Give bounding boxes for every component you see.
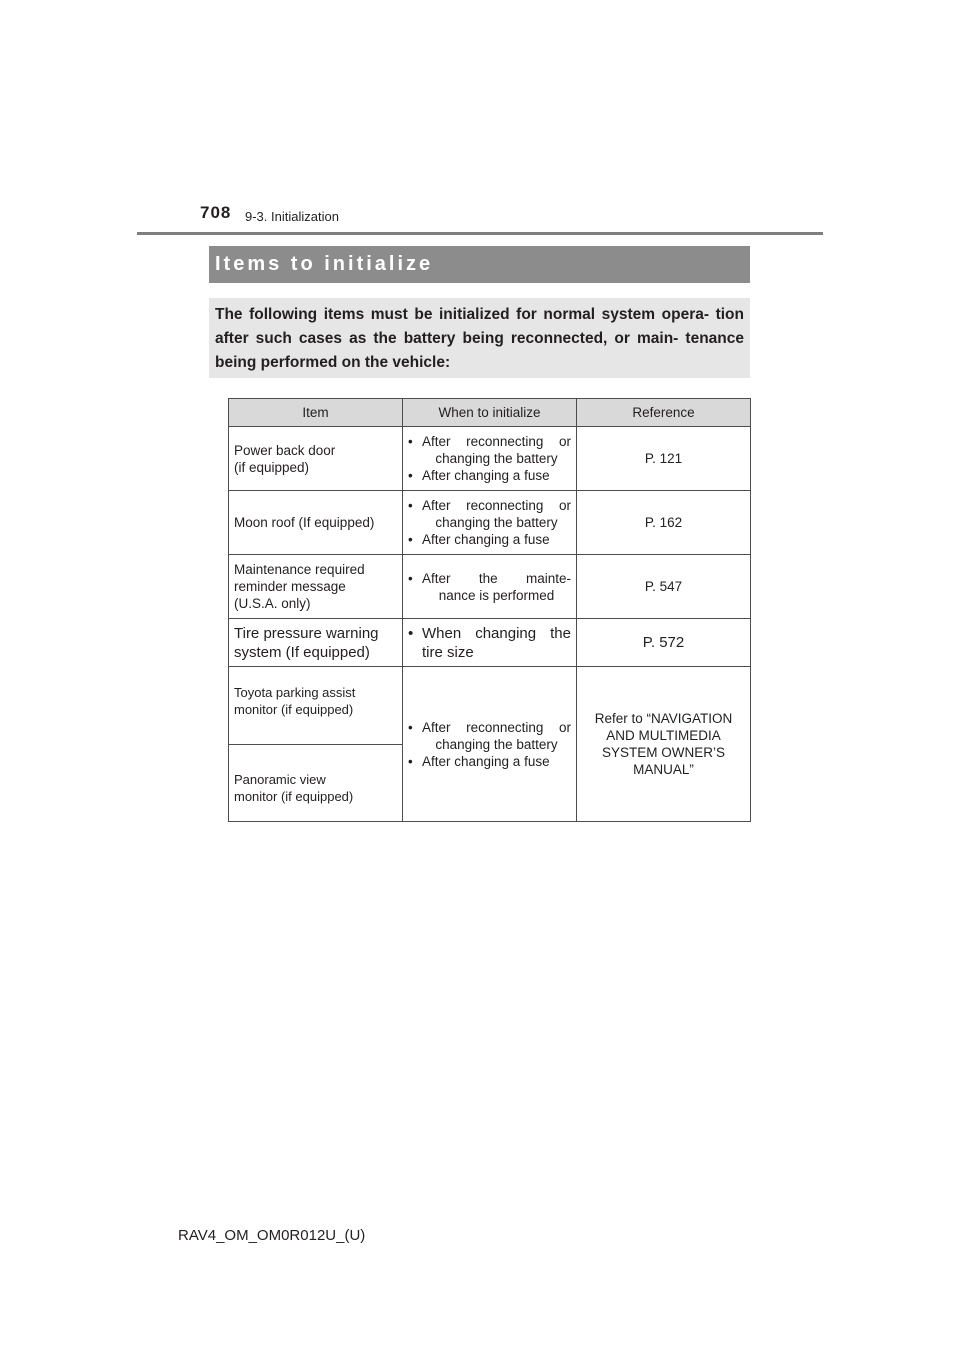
bullet-item: • After reconnecting or changing the battery — [408, 719, 571, 753]
reference-cell: P. 121 — [577, 427, 751, 491]
intro-line: The following items must be initialized for normal system opera- — [215, 306, 710, 323]
item-line: Moon roof (If equipped) — [234, 515, 375, 530]
item-line: Tire pressure warning — [234, 624, 379, 642]
when-cell — [403, 491, 577, 555]
reference-cell: P. 547 — [577, 555, 751, 619]
item-cell — [229, 667, 403, 745]
table-row — [229, 427, 751, 491]
intro-box — [209, 298, 750, 378]
when-cell — [403, 619, 577, 667]
table-row — [229, 555, 751, 619]
initialization-table — [228, 398, 751, 822]
item-line: Maintenance required — [234, 562, 365, 577]
header-reference: Reference — [577, 399, 751, 427]
section-title: Items to initialize — [215, 253, 434, 275]
bullet-item: • After changing a fuse — [408, 531, 571, 548]
intro-text — [215, 303, 744, 375]
item-line: Toyota parking assist — [234, 684, 356, 700]
when-cell — [403, 667, 577, 822]
reference-line: MANUAL” — [633, 762, 694, 777]
reference-line: SYSTEM OWNER’S — [601, 745, 725, 760]
reference-line: Refer to “NAVIGATION — [594, 711, 733, 726]
bullet-item: • After the mainte- nance is performed — [408, 570, 571, 604]
table-row — [229, 491, 751, 555]
bullet-item: • After changing a fuse — [408, 753, 571, 770]
section-title-bar — [209, 246, 750, 283]
item-cell — [229, 555, 403, 619]
item-line: Power back door — [234, 442, 336, 458]
item-line: (U.S.A. only) — [234, 596, 311, 611]
reference-line: AND MULTIMEDIA — [606, 728, 721, 743]
bullet-item: • After changing a fuse — [408, 467, 571, 484]
when-cell — [403, 427, 577, 491]
item-cell — [229, 491, 403, 555]
intro-line: tion after such cases as the battery being reconnected, or main- — [215, 306, 744, 347]
bullet-item: • After reconnecting or changing the battery — [408, 433, 571, 467]
page-number: 708 — [200, 203, 232, 222]
table-row — [229, 619, 751, 667]
item-cell — [229, 619, 403, 667]
intro-line: tenance being performed on the vehicle: — [215, 330, 744, 371]
item-cell — [229, 745, 403, 822]
item-line: system (If equipped) — [234, 643, 370, 661]
section-label: 9-3. Initialization — [245, 209, 339, 224]
reference-cell — [577, 667, 751, 822]
table-row — [229, 667, 751, 745]
reference-cell: P. 162 — [577, 491, 751, 555]
header-divider — [137, 232, 823, 235]
item-line: reminder message — [234, 579, 346, 594]
bullet-item: • When changing the tire size — [408, 624, 571, 662]
reference-cell: P. 572 — [577, 619, 751, 667]
item-line: Panoramic view — [234, 772, 326, 787]
document-code: RAV4_OM_OM0R012U_(U) — [178, 1227, 366, 1244]
when-cell — [403, 555, 577, 619]
item-line: monitor (if equipped) — [234, 701, 354, 717]
table-header-row — [229, 399, 751, 427]
item-line: (if equipped) — [234, 459, 310, 475]
bullet-item: • After reconnecting or changing the battery — [408, 497, 571, 531]
item-cell — [229, 427, 403, 491]
item-line: monitor (if equipped) — [234, 789, 354, 804]
header-when: When to initialize — [403, 399, 577, 427]
header-item: Item — [229, 399, 403, 427]
